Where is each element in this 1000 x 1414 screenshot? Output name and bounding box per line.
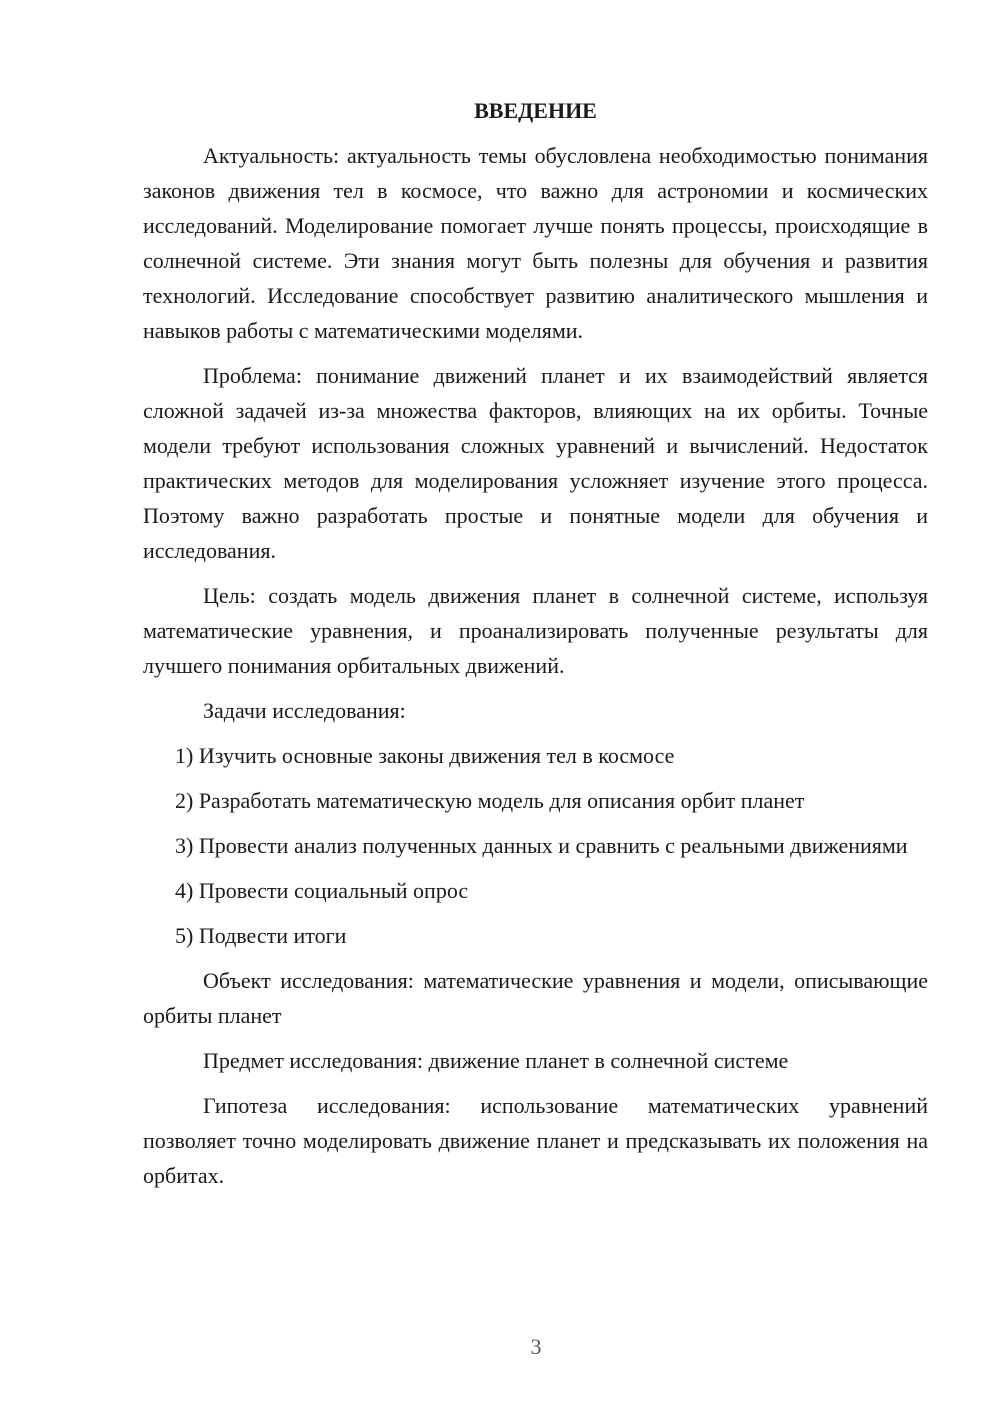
task-item-2: 2) Разработать математическую модель для описания орбит планет — [175, 788, 805, 813]
page-content — [143, 93, 928, 1203]
task-item-3: 3) Провести анализ полученных данных и сравнить с реальными движениями — [175, 833, 908, 858]
page-heading: ВВЕДЕНИЕ — [474, 98, 597, 123]
task-item-1: 1) Изучить основные законы движения тел в космосе — [175, 743, 675, 768]
paragraph-object: Объект исследования: математические уравнения и модели, описывающие орбиты планет — [143, 968, 928, 1028]
task-item-4: 4) Провести социальный опрос — [175, 878, 469, 903]
paragraph-hypothesis: Гипотеза исследования: использование математических уравнений позволяет точно моделировать движение планет и предсказывать их положения на орбитах. — [143, 1093, 928, 1188]
paragraph-problem: Проблема: понимание движений планет и их взаимодействий является сложной задачей из-за множества факторов, влияющих на их орбиты. Точные модели требуют использования сложных уравнений и вычислений. Недостаток практических методов для моделирования усложняет изучение этого процесса. Поэтому важно разработать простые и понятные модели для обучения и исследования. — [143, 363, 928, 563]
task-item-5: 5) Подвести итоги — [175, 923, 347, 948]
paragraph-goal: Цель: создать модель движения планет в солнечной системе, используя математические уравнения, и проанализировать полученные результаты для лучшего понимания орбитальных движений. — [143, 583, 928, 678]
paragraph-relevance: Актуальность: актуальность темы обусловлена необходимостью понимания законов движения тел в космосе, что важно для астрономии и космических исследований. Моделирование помогает лучше понять процессы, происходящие в солнечной системе. Эти знания могут быть полезны для обучения и развития технологий. Исследование способствует развитию аналитического мышления и навыков работы с математическими моделями. — [143, 143, 928, 343]
tasks-title: Задачи исследования: — [203, 698, 406, 723]
paragraph-subject: Предмет исследования: движение планет в солнечной системе — [203, 1048, 789, 1073]
page-number: 3 — [530, 1334, 542, 1359]
